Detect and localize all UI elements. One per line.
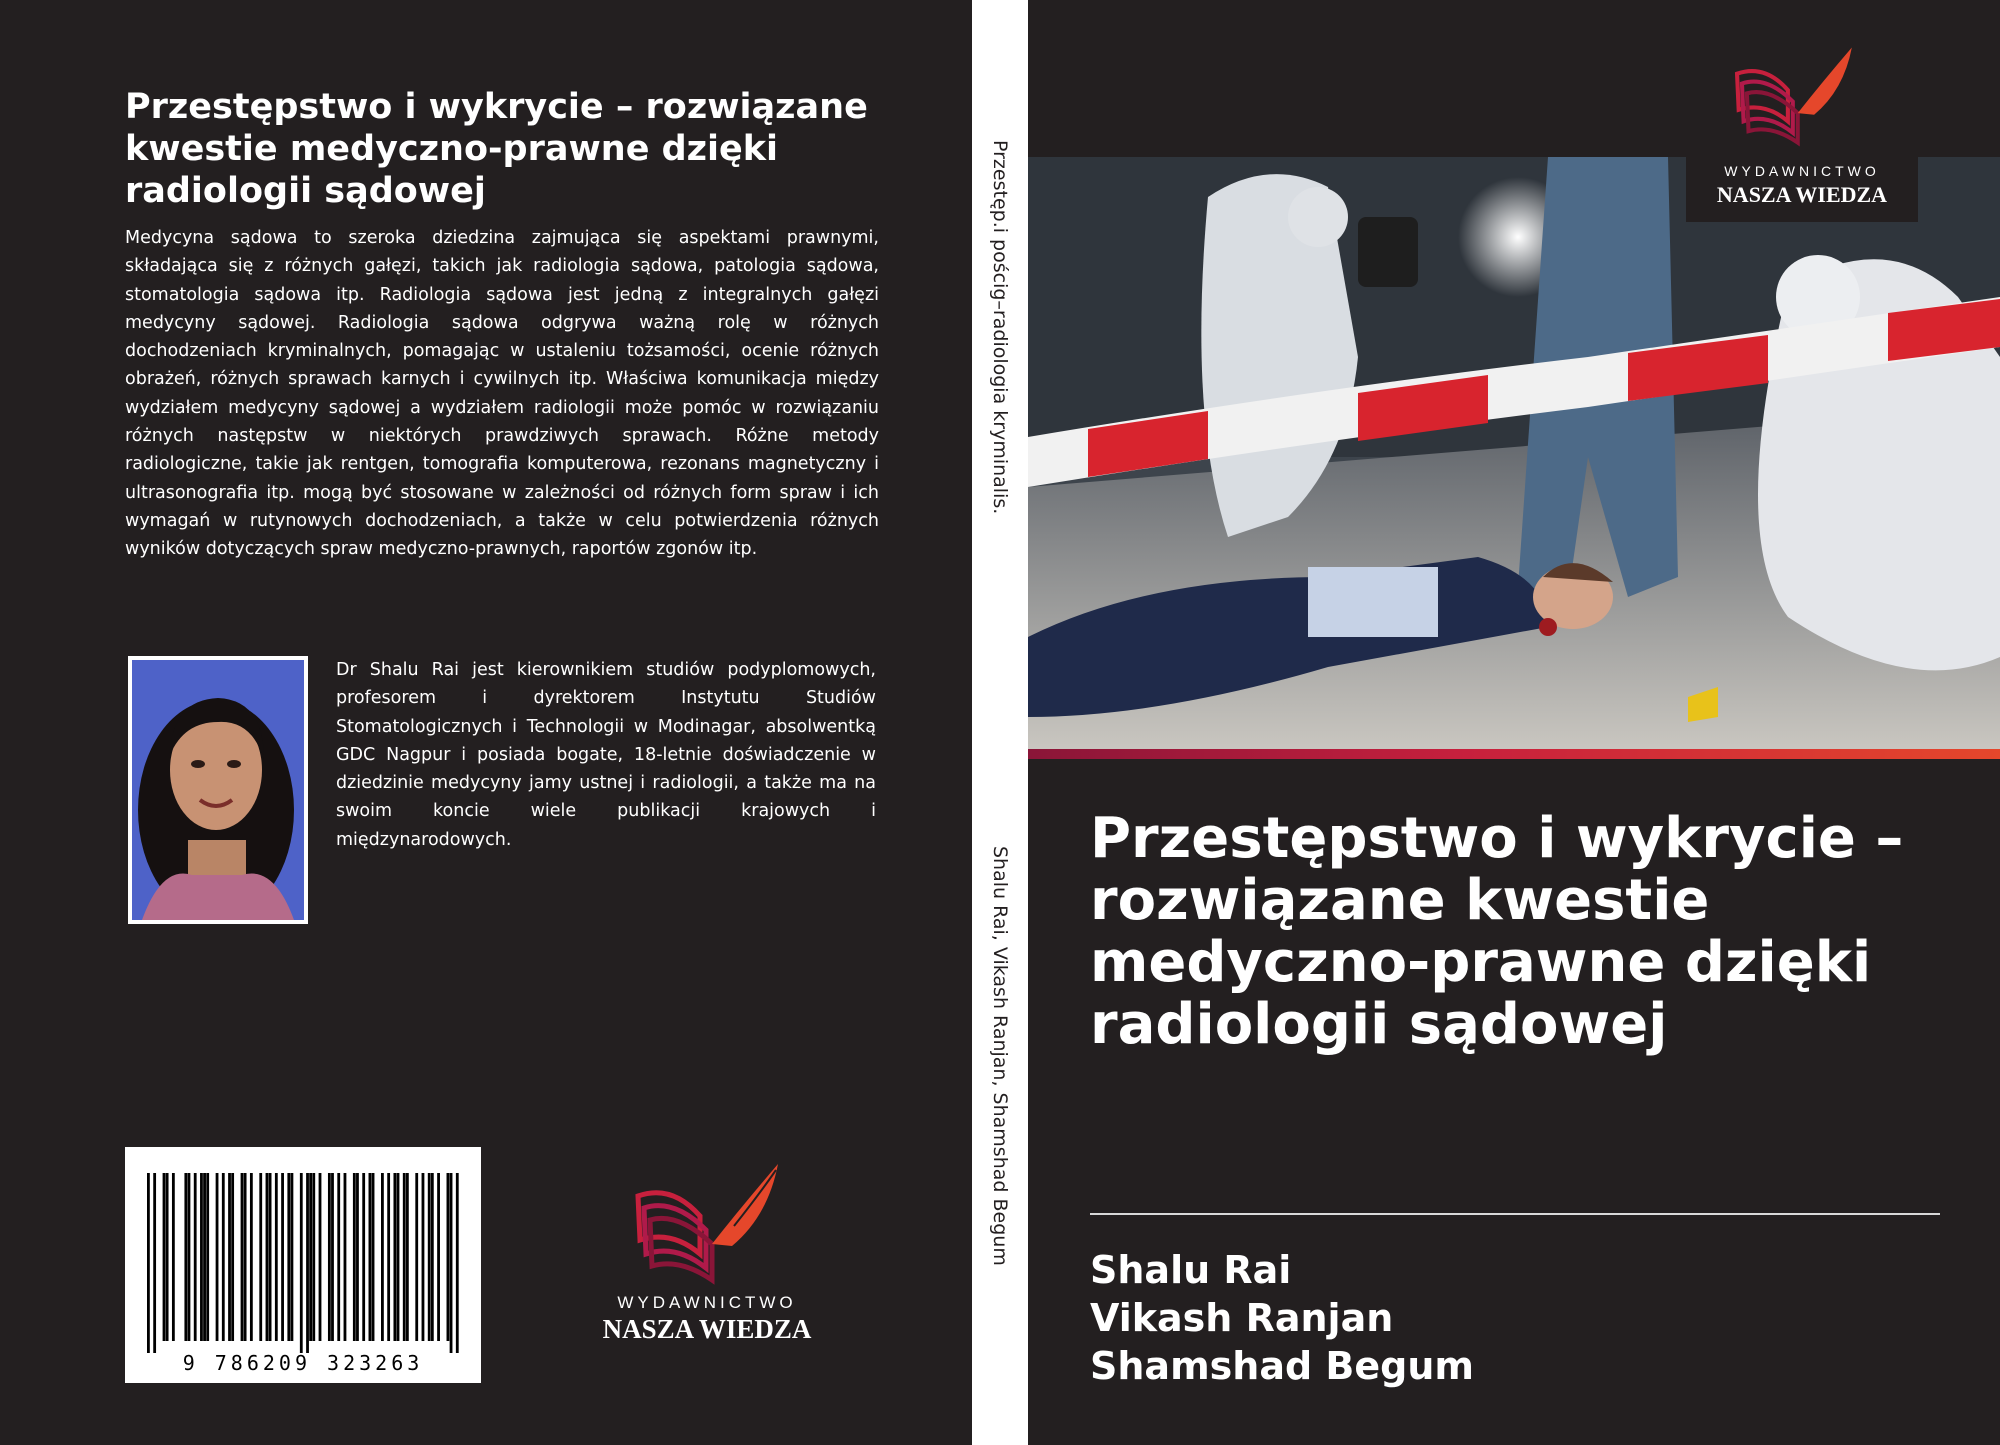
publisher-label-top: WYDAWNICTWO bbox=[1724, 163, 1880, 179]
author-bio: Dr Shalu Rai jest kierownikiem studiów podyplomowych, profesorem i dyrektorem Instytutu Studiów Stomatologicznych i Technologii w Modinagar, absolwentką GDC Nagpur i posiada bogate, 18-letnie doświadczenie w dziedzinie medycyny jamy ustnej i radiologii, a także ma na swoim koncie wiele publikacji krajowych i międzynarodowych. bbox=[336, 660, 876, 850]
barcode-bar bbox=[447, 1173, 450, 1341]
barcode-bar bbox=[244, 1173, 247, 1341]
barcode-bar bbox=[353, 1173, 356, 1341]
author-name: Vikash Ranjan bbox=[1090, 1296, 1394, 1340]
barcode-bar bbox=[431, 1173, 434, 1341]
barcode-bar bbox=[291, 1173, 294, 1341]
barcode-bar bbox=[222, 1173, 225, 1341]
author-name: Shalu Rai bbox=[1090, 1248, 1292, 1292]
barcode-bar bbox=[147, 1173, 150, 1353]
barcode-bar bbox=[166, 1173, 169, 1341]
isbn-number: 9 786209 323263 bbox=[182, 1351, 424, 1375]
barcode-bar bbox=[172, 1173, 175, 1341]
barcode-bar bbox=[269, 1173, 272, 1341]
back-cover bbox=[0, 0, 972, 1445]
author-photo bbox=[128, 656, 308, 924]
publisher-logo-front bbox=[1686, 40, 1918, 222]
barcode-bar bbox=[337, 1173, 340, 1341]
barcode-bar bbox=[362, 1173, 365, 1341]
barcode-bar bbox=[437, 1173, 440, 1341]
barcode-bar bbox=[372, 1173, 375, 1341]
barcode-bar bbox=[231, 1173, 234, 1341]
barcode-bar bbox=[331, 1173, 334, 1341]
spine-title: Przestęp.i pościg–radiologia kryminalis. bbox=[989, 140, 1011, 515]
front-cover bbox=[1028, 0, 2000, 1445]
barcode-bar bbox=[216, 1173, 219, 1341]
barcode-bar bbox=[415, 1173, 418, 1341]
back-cover-title: Przestępstwo i wykrycie – rozwiązane kwestie medyczno-prawne dzięki radiologii sądowej bbox=[125, 87, 868, 211]
barcode-icon bbox=[147, 1173, 459, 1353]
barcode-bar bbox=[300, 1173, 303, 1353]
barcode-bar bbox=[275, 1173, 278, 1341]
publisher-label-top: WYDAWNICTWO bbox=[617, 1293, 797, 1312]
barcode-bar bbox=[406, 1173, 409, 1341]
author-portrait-icon bbox=[132, 660, 304, 920]
barcode-bar bbox=[456, 1173, 459, 1353]
barcode-bar bbox=[356, 1173, 359, 1341]
barcode-bar bbox=[281, 1173, 284, 1341]
barcode-bar bbox=[163, 1173, 166, 1341]
barcode-bar bbox=[188, 1173, 191, 1341]
spine bbox=[972, 0, 1028, 1445]
barcode-bar bbox=[309, 1173, 312, 1341]
barcode-bar bbox=[259, 1173, 262, 1341]
barcode-bar bbox=[428, 1173, 431, 1341]
barcode-bar bbox=[397, 1173, 400, 1341]
isbn-barcode bbox=[125, 1147, 481, 1383]
barcode-bar bbox=[403, 1173, 406, 1341]
barcode-bar bbox=[387, 1173, 390, 1341]
back-cover-description: Medycyna sądowa to szeroka dziedzina zajmująca się aspektami prawnymi, składająca się z różnych gałęzi, takich jak radiologia sądowa, patologia sądowa, stomatologia sądowa itp. Radiologia sądowa jest jedną z integralnych gałęzi medycyny sądowej. Radiologia sądowa odgrywa ważną rolę w różnych dochodzeniach kryminalnych, pomagając w ustaleniu tożsamości, ocenie różnych obrażeń, różnych sprawach karnych i cywilnych itp. Właściwa komunikacja między wydziałem medycyny sądowej a wydziałem radiologii może pomóc w rozwiązaniu różnych następstw w niektórych prawdziwych sprawach. Różne metody radiologiczne, takie jak rentgen, tomografia komputerowa, rezonans magnetyczny i ultrasonografia itp. mogą być stosowane w zależności od różnych form spraw i ich wymagań w rutynowych dochodzeniach, a także w celu potwierdzenia różnych wyników dotyczących spraw medyczno-prawnych, raportów zgonów itp. bbox=[125, 228, 879, 560]
author-name: Shamshad Begum bbox=[1090, 1344, 1474, 1388]
barcode-bar bbox=[200, 1173, 203, 1341]
barcode-bar bbox=[381, 1173, 384, 1341]
barcode-bar bbox=[287, 1173, 290, 1341]
barcode-bar bbox=[266, 1173, 269, 1341]
publisher-book-quill-icon bbox=[638, 1164, 778, 1280]
publisher-label-main: NASZA WIEDZA bbox=[602, 1314, 812, 1344]
cover-accent-stripe bbox=[1028, 749, 2000, 759]
front-cover-title: Przestępstwo i wykrycie – rozwiązane kwestie medyczno-prawne dzięki radiologii sądowej bbox=[1090, 806, 1904, 1057]
publisher-label-main: NASZA WIEDZA bbox=[1716, 182, 1888, 207]
barcode-bar bbox=[153, 1173, 156, 1353]
barcode-bar bbox=[422, 1173, 425, 1341]
title-divider bbox=[1090, 1213, 1940, 1215]
barcode-bar bbox=[250, 1173, 253, 1341]
front-cover-authors bbox=[1090, 1246, 1474, 1390]
barcode-bar bbox=[328, 1173, 331, 1341]
barcode-bar bbox=[319, 1173, 322, 1341]
barcode-bar bbox=[228, 1173, 231, 1341]
publisher-logo-back bbox=[582, 1156, 832, 1346]
barcode-bar bbox=[241, 1173, 244, 1341]
barcode-bar bbox=[194, 1173, 197, 1341]
barcode-bar bbox=[450, 1173, 453, 1353]
spine-authors: Shalu Rai, Vikash Ranjan, Shamshad Begum bbox=[989, 846, 1011, 1266]
barcode-bar bbox=[206, 1173, 209, 1341]
barcode-bar bbox=[312, 1173, 315, 1341]
barcode-bar bbox=[306, 1173, 309, 1353]
barcode-bar bbox=[393, 1173, 396, 1341]
barcode-bar bbox=[344, 1173, 347, 1341]
barcode-bar bbox=[203, 1173, 206, 1341]
barcode-bar bbox=[369, 1173, 372, 1341]
cover-crime-scene-photo bbox=[1028, 157, 2000, 749]
crime-scene-illustration bbox=[1028, 157, 2000, 749]
barcode-bar bbox=[184, 1173, 187, 1341]
